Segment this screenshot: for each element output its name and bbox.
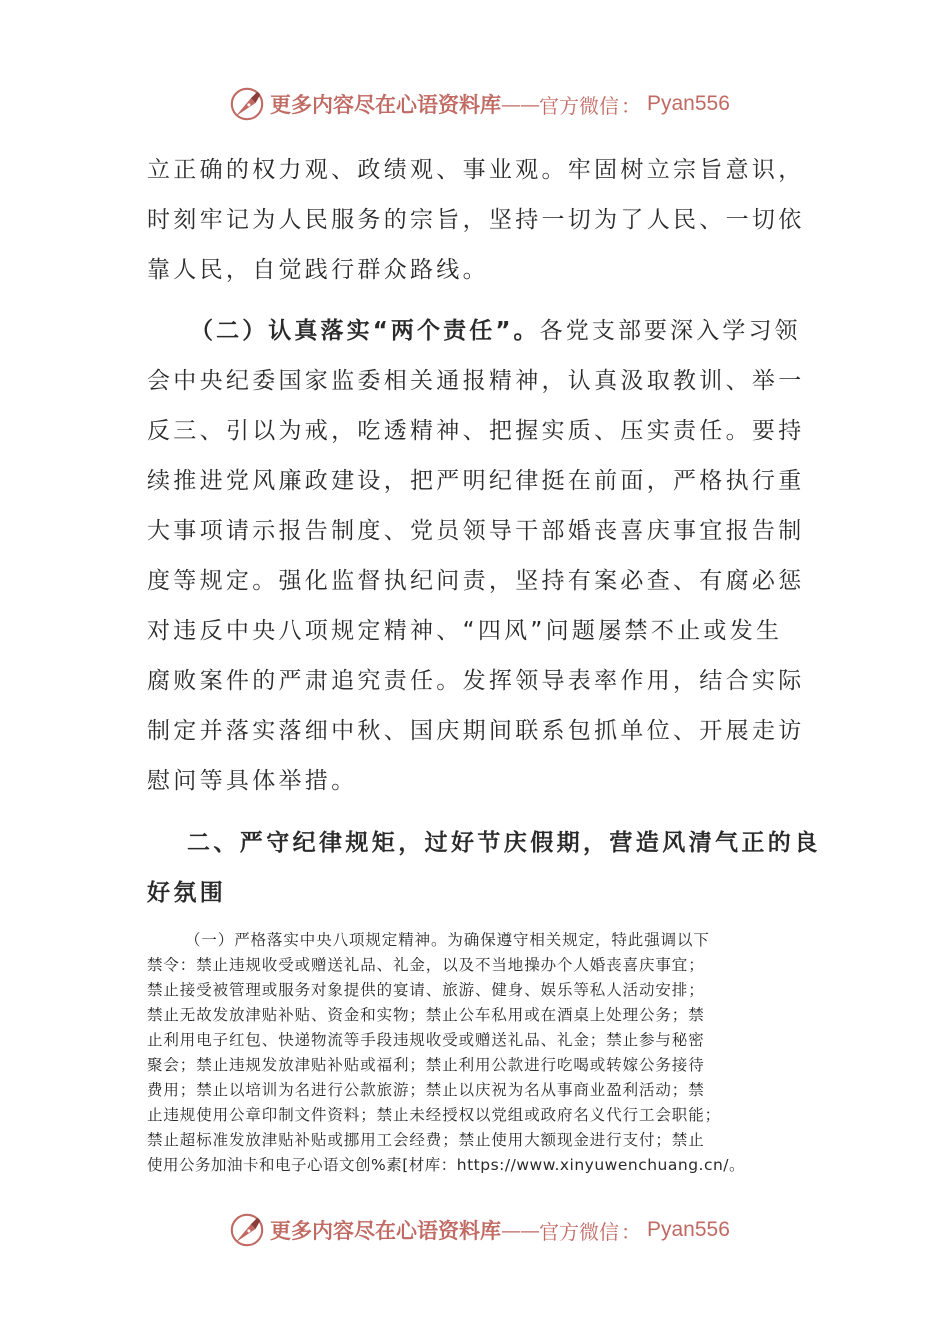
small-line: 禁止接受被管理或服务对象提供的宴请、旅游、健身、娱乐等私人活动安排； xyxy=(147,981,705,999)
paragraph-line: 反三、引以为戒，吃透精神、把握实质、压实责任。要持 xyxy=(147,418,805,444)
subheading-two-responsibilities: （二）认真落实“两个责任”。 xyxy=(190,318,540,344)
paragraph-line: 制定并落实落细中秋、国庆期间联系包抓单位、开展走访 xyxy=(147,718,805,744)
watermark-separator: —— xyxy=(501,1218,539,1242)
watermark-label: 官方微信 xyxy=(539,93,619,118)
watermark-wechat-id: Pyan556 xyxy=(647,92,730,115)
paragraph-line: 续推进党风廉政建设，把严明纪律挺在前面，严格执行重 xyxy=(147,468,805,494)
paragraph-line: 慰问等具体举措。 xyxy=(147,768,358,794)
small-line: 聚会；禁止违规发放津贴补贴或福利；禁止利用公款进行吃喝或转嫁公务接待 xyxy=(147,1056,705,1074)
watermark-title: 更多内容尽在心语资料库 xyxy=(270,92,501,117)
header-watermark xyxy=(228,84,730,124)
paragraph-line: 度等规定。强化监督执纪问责，坚持有案必查、有腐必惩 xyxy=(147,568,805,594)
paragraph-line: 腐败案件的严肃追究责任。发挥领导表率作用，结合实际 xyxy=(147,668,805,694)
paragraph-lead-rest: 各党支部要深入学习领 xyxy=(539,318,801,344)
footer-watermark xyxy=(228,1210,730,1250)
watermark-wechat-id: Pyan556 xyxy=(647,1218,730,1241)
heading-line: 二、严守纪律规矩，过好节庆假期，营造风清气正的良 xyxy=(187,830,821,856)
small-line: 止违规使用公章印制文件资料；禁止未经授权以党组或政府名义代行工会职能； xyxy=(147,1106,722,1124)
paragraph-line: 会中央纪委国家监委相关通报精神，认真汲取教训、举一 xyxy=(147,368,805,394)
small-line-with-link: 使用公务加油卡和电子心语文创%素[材库：https://www.xinyuwenchuang.cn/。 xyxy=(147,1156,746,1174)
small-line: 费用；禁止以培训为名进行公款旅游；禁止以庆祝为名从事商业盈利活动；禁 xyxy=(147,1081,705,1099)
watermark-label: 官方微信 xyxy=(539,1219,619,1244)
watermark-colon: ： xyxy=(621,93,641,118)
paragraph-line: 对违反中央八项规定精神、“四风”问题屡禁不止或发生 xyxy=(147,618,783,644)
watermark-colon: ： xyxy=(621,1219,641,1244)
heading-line: 好氛围 xyxy=(147,880,227,906)
paragraph-line: 靠人民，自觉践行群众路线。 xyxy=(147,257,489,283)
small-line: （一）严格落实中央八项规定精神。为确保遵守相关规定，特此强调以下 xyxy=(185,931,710,949)
pen-nib-logo-icon xyxy=(228,85,266,123)
paragraph-first-line xyxy=(190,316,801,346)
small-line: 禁令：禁止违规收受或赠送礼品、礼金，以及不当地操办个人婚丧喜庆事宜； xyxy=(147,956,705,974)
pen-nib-logo-icon xyxy=(228,1211,266,1249)
small-line: 止利用电子红包、快递物流等手段违规收受或赠送礼品、礼金；禁止参与秘密 xyxy=(147,1031,705,1049)
small-line: 禁止无故发放津贴补贴、资金和实物；禁止公车私用或在酒桌上处理公务；禁 xyxy=(147,1006,705,1024)
small-line: 禁止超标准发放津贴补贴或挪用工会经费；禁止使用大额现金进行支付；禁止 xyxy=(147,1131,705,1149)
paragraph-line: 立正确的权力观、政绩观、事业观。牢固树立宗旨意识， xyxy=(147,157,805,183)
watermark-title: 更多内容尽在心语资料库 xyxy=(270,1218,501,1243)
paragraph-line: 时刻牢记为人民服务的宗旨，坚持一切为了人民、一切依 xyxy=(147,207,805,233)
paragraph-line: 大事项请示报告制度、党员领导干部婚丧喜庆事宜报告制 xyxy=(147,518,805,544)
watermark-separator: —— xyxy=(501,92,539,116)
